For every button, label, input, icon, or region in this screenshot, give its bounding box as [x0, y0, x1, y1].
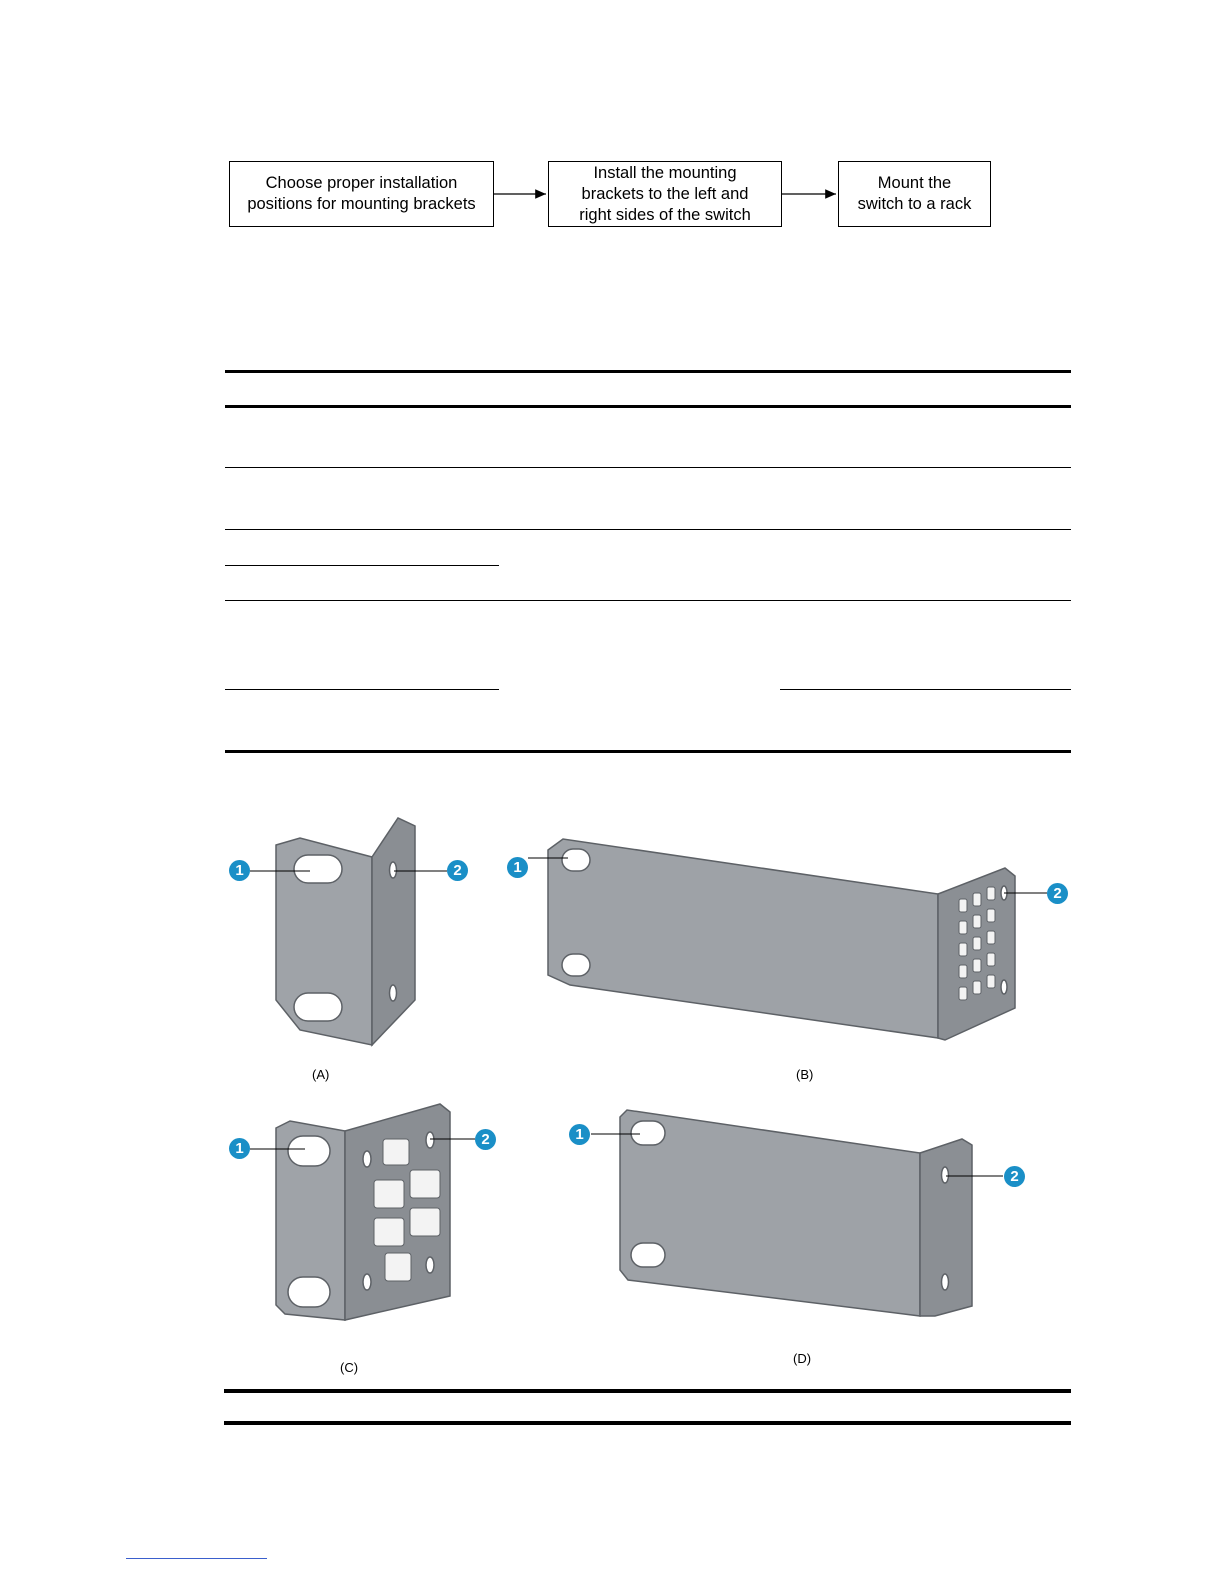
table-row-rule — [225, 600, 1071, 601]
caption-d: (D) — [793, 1351, 812, 1366]
table-bottom-rule — [225, 750, 1071, 753]
flow-step-mount-switch: Mount the switch to a rack — [838, 161, 991, 227]
table-row-rule — [225, 565, 499, 566]
footer-link-underline[interactable] — [126, 1558, 267, 1559]
callout-2-a: 2 — [447, 860, 468, 881]
caption-b: (B) — [796, 1067, 814, 1082]
bracket-c — [276, 1104, 450, 1320]
table-top-rule — [225, 370, 1071, 373]
table-header-rule — [225, 405, 1071, 408]
table-row-rule — [225, 689, 499, 690]
callout-1-d: 1 — [569, 1124, 590, 1145]
caption-c: (C) — [340, 1360, 359, 1375]
bracket-b — [548, 839, 1015, 1040]
figure-bottom-rule — [224, 1389, 1071, 1393]
callout-1-c: 1 — [229, 1138, 250, 1159]
bracket-a — [276, 818, 415, 1045]
callout-2-c: 2 — [475, 1129, 496, 1150]
table-row-rule — [780, 689, 1071, 690]
callout-1-b: 1 — [507, 857, 528, 878]
figure-bottom-rule — [224, 1421, 1071, 1425]
callout-2-b: 2 — [1047, 883, 1068, 904]
bracket-d — [620, 1110, 972, 1316]
caption-a: (A) — [312, 1067, 330, 1082]
callout-2-d: 2 — [1004, 1166, 1025, 1187]
callout-1-a: 1 — [229, 860, 250, 881]
table-row-rule — [225, 529, 1071, 530]
table-row-rule — [225, 467, 1071, 468]
flow-step-choose-positions: Choose proper installation positions for mounting brackets — [229, 161, 494, 227]
flow-step-install-brackets: Install the mounting brackets to the left and right sides of the switch — [548, 161, 782, 227]
